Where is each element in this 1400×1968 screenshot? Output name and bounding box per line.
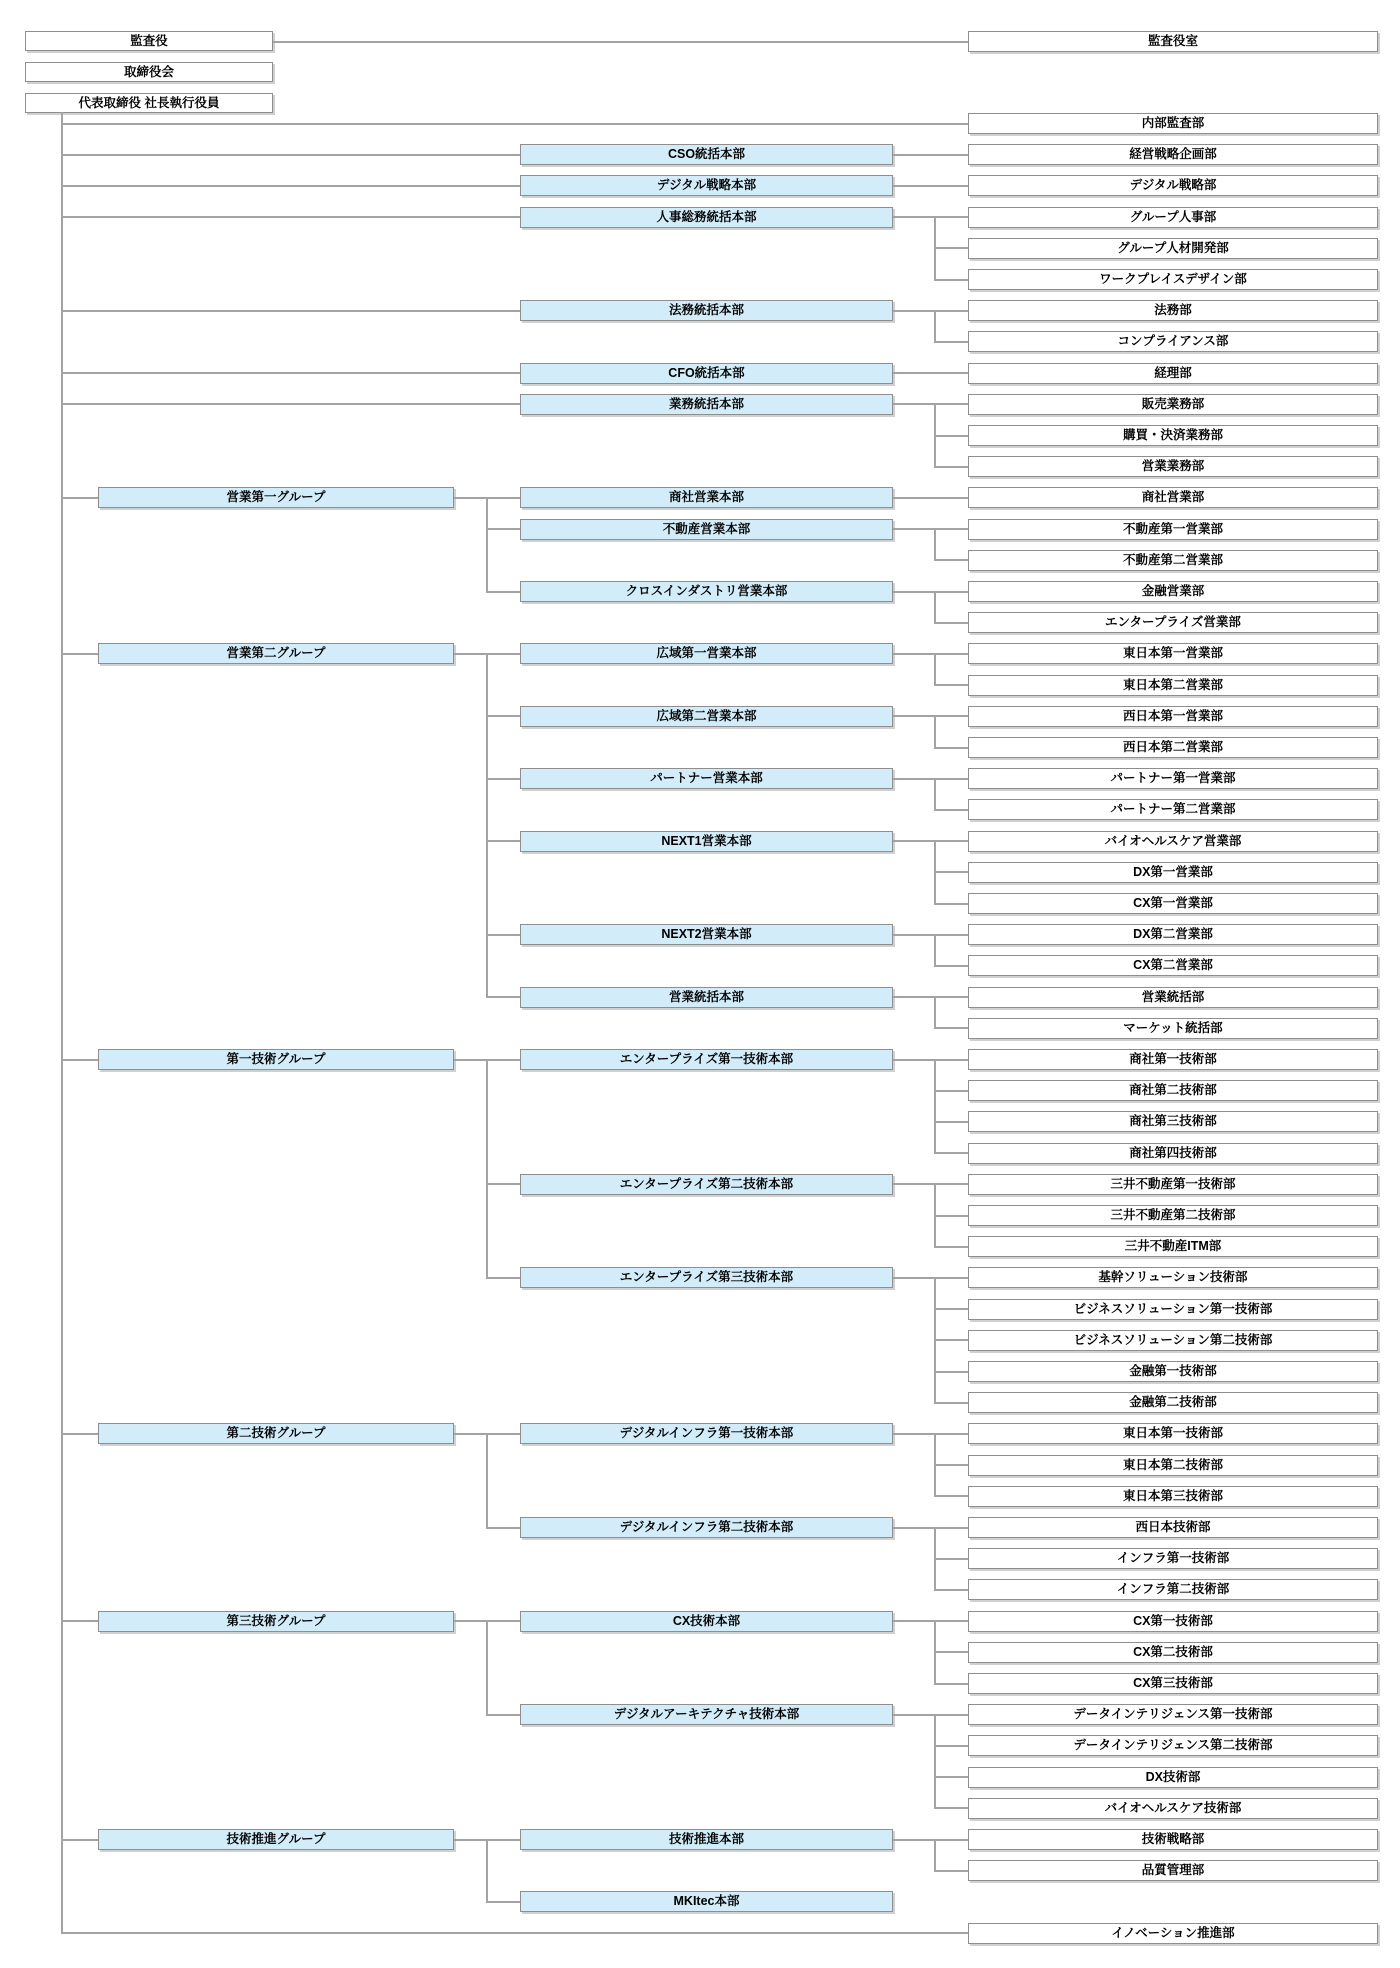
connector-line [935,1152,968,1154]
connector-line [487,996,520,998]
connector-line [935,684,968,686]
org-box-group: 技術推進グループ [98,1829,454,1850]
connector-line [487,1277,520,1279]
connector-line [893,497,968,499]
connector-line [893,1620,968,1622]
org-box-division: MKItec本部 [520,1891,893,1912]
org-box-department: CX第二営業部 [968,955,1378,976]
org-box-department: DX第二営業部 [968,924,1378,945]
org-box-department: 営業業務部 [968,456,1378,477]
division-branch-line [934,778,936,811]
org-box-division: デジタル戦略本部 [520,175,893,196]
org-box-board-of-directors: 取締役会 [25,62,273,82]
org-box-department: データインテリジェンス第一技術部 [968,1704,1378,1725]
trunk-branch-line [62,497,98,499]
connector-line [935,1308,968,1310]
connector-line [935,1651,968,1653]
org-box-department: 東日本第二技術部 [968,1455,1378,1476]
org-box-department: デジタル戦略部 [968,175,1378,196]
connector-line [935,1090,968,1092]
org-box-division: デジタルインフラ第二技術本部 [520,1517,893,1538]
connector-line [487,1714,520,1716]
connector-line [893,996,968,998]
org-box-department: インフラ第二技術部 [968,1579,1378,1600]
org-box-division: エンタープライズ第一技術本部 [520,1049,893,1070]
connector-line [487,1183,520,1185]
division-branch-line [934,528,936,561]
group-branch-line [486,1433,488,1529]
connector-line [893,1714,968,1716]
connector-line [935,1589,968,1591]
org-box-department: 東日本第一営業部 [968,643,1378,664]
connector-line [487,1527,520,1529]
connector-line [487,591,520,593]
group-branch-line [486,497,488,593]
org-box-division: 人事総務統括本部 [520,207,893,228]
connector-line [893,778,968,780]
org-box-department: 商社第三技術部 [968,1111,1378,1132]
org-box-department: マーケット統括部 [968,1018,1378,1039]
connector-line [893,185,968,187]
org-box-division: NEXT2営業本部 [520,924,893,945]
org-box-department: 西日本第二営業部 [968,737,1378,758]
org-box-department: グループ人材開発部 [968,238,1378,259]
connector-line [935,1246,968,1248]
trunk-branch-line [62,1932,968,1934]
connector-line [935,341,968,343]
org-box-group: 営業第二グループ [98,643,454,664]
connector-line [935,247,968,249]
org-box-department: CX第二技術部 [968,1642,1378,1663]
org-box-division: エンタープライズ第二技術本部 [520,1174,893,1195]
trunk-branch-line [62,1059,98,1061]
connector-line [935,1121,968,1123]
connector-line [935,1870,968,1872]
connector-line [935,1027,968,1029]
group-branch-line [486,1839,488,1903]
connector-line [893,715,968,717]
org-box-division: パートナー営業本部 [520,768,893,789]
org-box-department: グループ人事部 [968,207,1378,228]
connector-line [935,1339,968,1341]
org-box-department: コンプライアンス部 [968,331,1378,352]
org-box-division: CSO統括本部 [520,144,893,165]
org-box-department: 東日本第三技術部 [968,1486,1378,1507]
org-box-department: 商社第二技術部 [968,1080,1378,1101]
connector-line [893,528,968,530]
org-box-department: 商社営業部 [968,487,1378,508]
connector-line [935,871,968,873]
connector-line [935,622,968,624]
org-box-division: CFO統括本部 [520,363,893,384]
connector-line [935,809,968,811]
org-box-division: 商社営業本部 [520,487,893,508]
connector-line [487,934,520,936]
connector-line [935,747,968,749]
org-box-department: 東日本第一技術部 [968,1423,1378,1444]
org-box-department: 経理部 [968,363,1378,384]
connector-line [893,653,968,655]
org-box-department: パートナー第二営業部 [968,799,1378,820]
connector-line [935,1402,968,1404]
trunk-branch-line [62,1433,98,1435]
org-box-division: 広域第一営業本部 [520,643,893,664]
org-box-division: 法務統括本部 [520,300,893,321]
connector-line [935,1776,968,1778]
org-box-department: ビジネスソリューション第二技術部 [968,1330,1378,1351]
org-box-department: パートナー第一営業部 [968,768,1378,789]
connector-line [935,1495,968,1497]
connector-line [893,1183,968,1185]
connector-line [935,435,968,437]
org-box-division: 広域第二営業本部 [520,706,893,727]
org-box-department: イノベーション推進部 [968,1923,1378,1944]
org-box-department: 不動産第二営業部 [968,550,1378,571]
division-branch-line [934,934,936,967]
connector-line [487,528,520,530]
group-branch-line [486,1059,488,1279]
connector-line [935,1807,968,1809]
connector-line [935,965,968,967]
org-box-department: ビジネスソリューション第一技術部 [968,1299,1378,1320]
org-box-department: CX第一技術部 [968,1611,1378,1632]
connector-line [935,1464,968,1466]
org-box-department: インフラ第一技術部 [968,1548,1378,1569]
trunk-branch-line [62,123,968,125]
trunk-branch-line [62,185,520,187]
org-box-department: 営業統括部 [968,987,1378,1008]
connector-line [893,154,968,156]
connector-line [893,591,968,593]
org-box-audit-office: 監査役室 [968,31,1378,52]
connector-line [893,372,968,374]
org-box-department: 西日本第一営業部 [968,706,1378,727]
connector-line [487,1901,520,1903]
org-box-department: エンタープライズ営業部 [968,612,1378,633]
org-box-department: 購買・決済業務部 [968,425,1378,446]
org-box-division: NEXT1営業本部 [520,831,893,852]
trunk-branch-line [62,653,98,655]
org-box-department: ワークプレイスデザイン部 [968,269,1378,290]
org-box-department: 品質管理部 [968,1860,1378,1881]
org-box-division: 営業統括本部 [520,987,893,1008]
org-box-department: DX第一営業部 [968,862,1378,883]
connector-line [935,279,968,281]
org-box-department: 金融第一技術部 [968,1361,1378,1382]
division-branch-line [934,310,936,343]
connector-line [893,216,968,218]
org-box-department: バイオヘルスケア技術部 [968,1798,1378,1819]
connector-line [935,903,968,905]
org-box-department: 三井不動産第一技術部 [968,1174,1378,1195]
auditor-office-connector [273,41,968,43]
org-box-department: 三井不動産ITM部 [968,1236,1378,1257]
division-branch-line [934,1059,936,1154]
connector-line [935,466,968,468]
org-box-division: エンタープライズ第三技術本部 [520,1267,893,1288]
connector-line [487,840,520,842]
connector-line [935,1683,968,1685]
org-box-department: 販売業務部 [968,394,1378,415]
org-box-group: 営業第一グループ [98,487,454,508]
org-box-department: 技術戦略部 [968,1829,1378,1850]
connector-line [893,934,968,936]
division-branch-line [934,591,936,624]
org-box-department: データインテリジェンス第二技術部 [968,1735,1378,1756]
main-trunk-line [61,112,63,1934]
org-box-department: バイオヘルスケア営業部 [968,831,1378,852]
division-branch-line [934,996,936,1029]
org-box-division: 業務統括本部 [520,394,893,415]
trunk-branch-line [62,372,520,374]
trunk-branch-line [62,1620,98,1622]
org-box-division: CX技術本部 [520,1611,893,1632]
division-branch-line [934,653,936,686]
org-box-department: 三井不動産第二技術部 [968,1205,1378,1226]
group-branch-line [486,653,488,998]
connector-line [935,1215,968,1217]
org-box-auditor: 監査役 [25,31,273,51]
org-box-department: DX技術部 [968,1767,1378,1788]
org-box-department: 不動産第一営業部 [968,519,1378,540]
connector-line [893,1277,968,1279]
connector-line [935,1558,968,1560]
org-box-department: 東日本第二営業部 [968,675,1378,696]
trunk-branch-line [62,310,520,312]
org-box-department: 商社第四技術部 [968,1143,1378,1164]
trunk-branch-line [62,403,520,405]
org-box-group: 第一技術グループ [98,1049,454,1070]
org-box-department: CX第一営業部 [968,893,1378,914]
org-box-department: 西日本技術部 [968,1517,1378,1538]
trunk-branch-line [62,216,520,218]
connector-line [935,559,968,561]
connector-line [935,1745,968,1747]
org-box-group: 第三技術グループ [98,1611,454,1632]
connector-line [487,778,520,780]
org-box-department: 法務部 [968,300,1378,321]
connector-line [893,310,968,312]
org-box-division: 不動産営業本部 [520,519,893,540]
connector-line [487,715,520,717]
org-box-department: 基幹ソリューション技術部 [968,1267,1378,1288]
division-branch-line [934,1839,936,1872]
org-box-president: 代表取締役 社長執行役員 [25,93,273,113]
connector-line [893,1059,968,1061]
connector-line [893,1527,968,1529]
group-branch-line [486,1620,488,1716]
org-box-department: 内部監査部 [968,113,1378,134]
org-box-department: 経営戦略企画部 [968,144,1378,165]
connector-line [893,1839,968,1841]
org-box-department: 商社第一技術部 [968,1049,1378,1070]
connector-line [935,1371,968,1373]
org-box-division: 技術推進本部 [520,1829,893,1850]
connector-line [893,1433,968,1435]
org-box-department: 金融第二技術部 [968,1392,1378,1413]
division-branch-line [934,1714,936,1809]
org-box-division: クロスインダストリ営業本部 [520,581,893,602]
division-branch-line [934,715,936,749]
connector-line [893,403,968,405]
org-box-division: デジタルアーキテクチャ技術本部 [520,1704,893,1725]
org-box-department: 金融営業部 [968,581,1378,602]
connector-line [893,840,968,842]
trunk-branch-line [62,1839,98,1841]
org-box-group: 第二技術グループ [98,1423,454,1444]
org-box-division: デジタルインフラ第一技術本部 [520,1423,893,1444]
org-box-department: CX第三技術部 [968,1673,1378,1694]
trunk-branch-line [62,154,520,156]
